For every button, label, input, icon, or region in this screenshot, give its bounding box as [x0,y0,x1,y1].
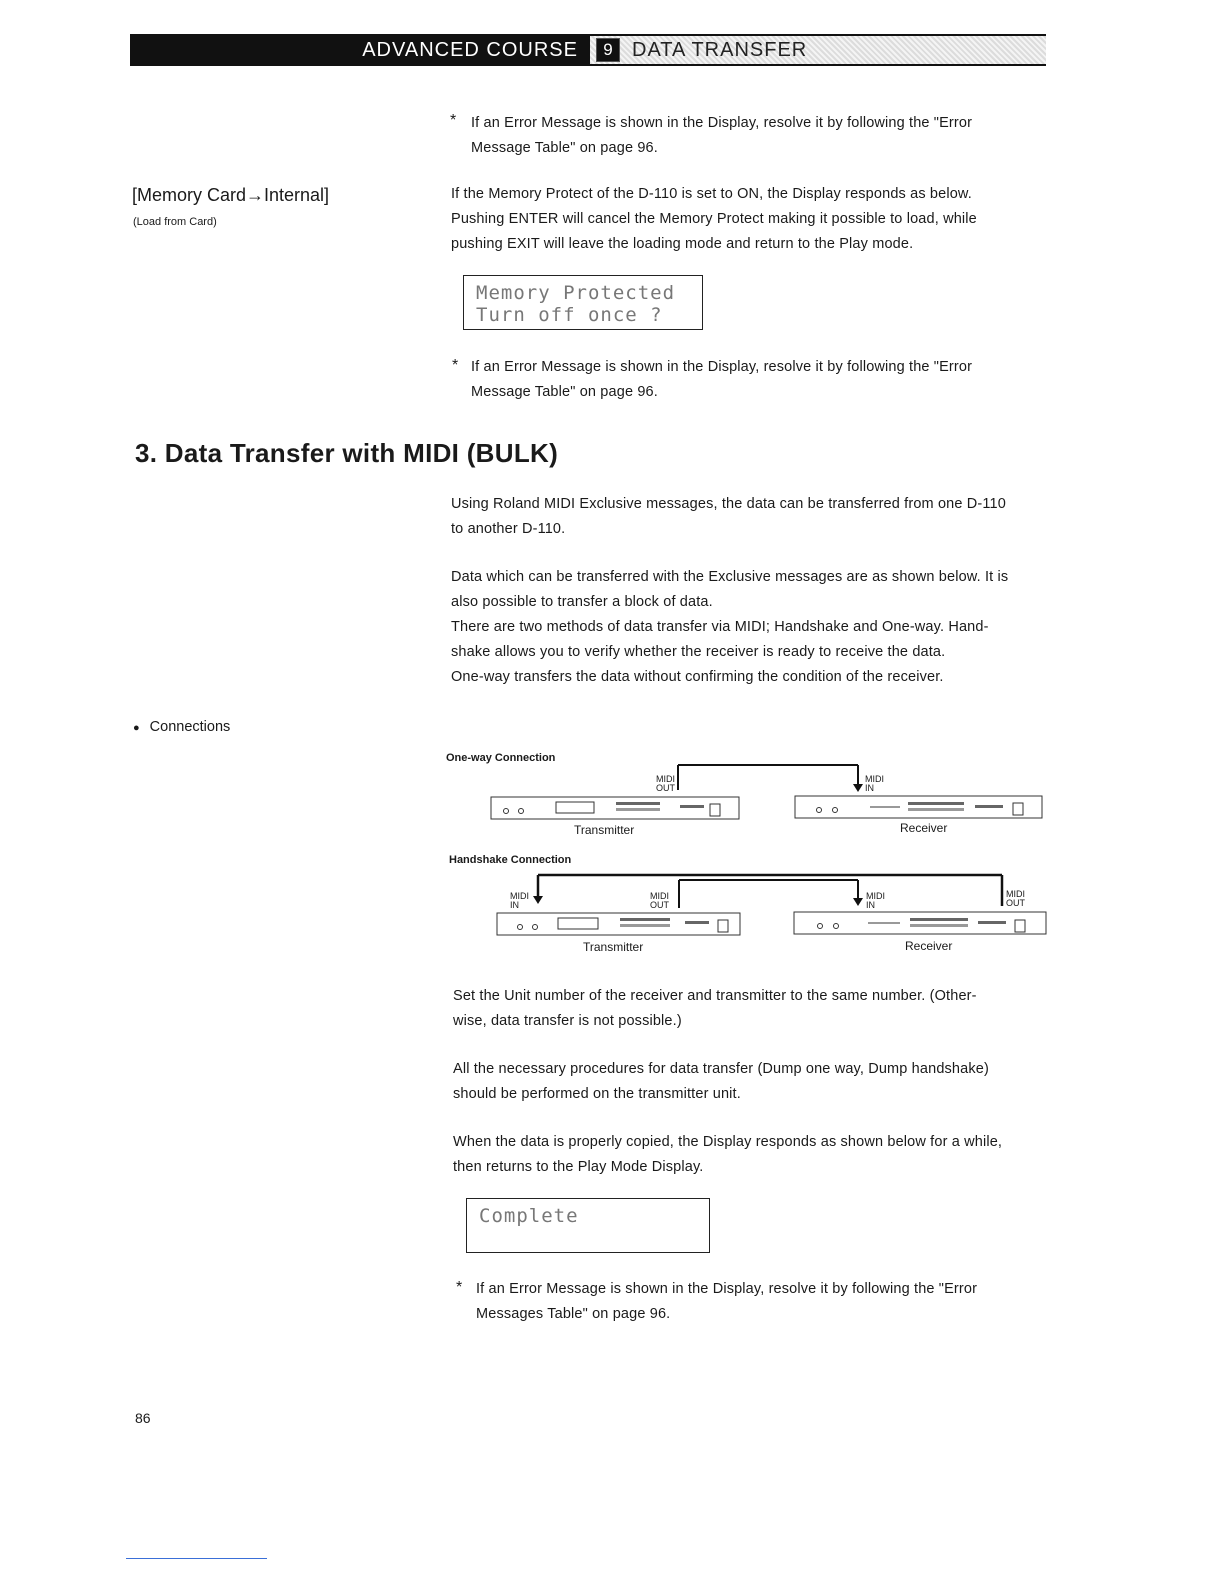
lcd-line: Complete [479,1205,579,1227]
memory-card-error-note [471,355,1061,405]
note-line: Messages Table" on page 96. [476,1306,671,1322]
lcd-display-memory-protected [463,275,703,330]
label-line: MIDI [656,774,675,784]
rx-midi-in-label [866,892,885,910]
final-error-note [476,1277,1066,1327]
note-bullet: * [452,357,459,374]
header-section-block [590,36,1046,64]
memory-card-title: [Memory Card→Internal] [132,185,330,205]
chapter-number-badge: 9 [596,38,620,62]
tx-midi-out-label [650,892,669,910]
lcd-display-complete [466,1198,710,1253]
label-line: OUT [656,783,675,793]
transmitter-unit [491,797,739,819]
section-title: 3. Data Transfer with MIDI (BULK) [135,438,559,468]
handshake-connection-title: Handshake Connection [449,854,572,866]
procedures-paragraph [453,1057,1063,1107]
connections-label: Connections [149,719,231,735]
note-line: Message Table" on page 96. [471,140,658,156]
header-course-title: ADVANCED COURSE [362,38,578,61]
connections-heading [133,719,230,735]
paragraph-line: If the Memory Protect of the D-110 is set to ON, the Display responds as below. [451,186,972,202]
complete-paragraph [453,1130,1063,1180]
paragraph-line: wise, data transfer is not possible.) [453,1013,682,1029]
note-line: If an Error Message is shown in the Display, resolve it by following the "Error [471,359,973,375]
transmitter-unit [497,913,740,935]
paragraph-line: shake allows you to verify whether the receiver is ready to receive the data. [451,644,946,660]
page-number: 86 [135,1410,151,1426]
label-line: OUT [1006,898,1025,908]
paragraph-line: to another D-110. [451,521,566,537]
lcd-line: Turn off once ? [476,304,663,326]
transmitter-caption: Transmitter [574,823,635,837]
paragraph-line: also possible to transfer a block of data. [451,594,713,610]
paragraph-line: should be performed on the transmitter unit. [453,1086,741,1102]
label-line: MIDI [510,891,529,901]
label-line: MIDI [1006,889,1025,899]
label-line: IN [510,900,519,910]
note-bullet: * [450,112,457,129]
unit-number-paragraph [453,984,1063,1034]
oneway-connection-title: One-way Connection [446,752,556,764]
handshake-connection-diagram [440,868,1060,948]
rx-midi-out-label [1006,890,1025,908]
label-line: OUT [650,900,669,910]
label-line: MIDI [650,891,669,901]
section3-paragraph-2 [451,565,1061,690]
header-bar [130,34,1046,66]
paragraph-line: Using Roland MIDI Exclusive messages, the data can be transferred from one D-110 [451,496,1006,512]
note-bullet: * [456,1279,463,1296]
label-line: MIDI [865,774,884,784]
top-error-note [471,111,1061,161]
paragraph-line: Data which can be transferred with the Exclusive messages are as shown below. It is [451,569,1009,585]
midi-out-label [656,774,675,793]
midi-in-label [865,775,884,793]
arrow-down-icon [853,898,863,906]
bullet-dot-icon: ● [133,722,140,734]
receiver-unit [795,796,1042,818]
memory-protect-paragraph [451,182,1061,257]
paragraph-line: One-way transfers the data without confirming the condition of the receiver. [451,669,944,685]
note-line: Message Table" on page 96. [471,384,658,400]
paragraph-line: Set the Unit number of the receiver and transmitter to the same number. (Other- [453,988,977,1004]
arrow-down-icon [853,784,863,792]
midi-cable [533,875,1002,908]
note-line: If an Error Message is shown in the Display, resolve it by following the "Error [471,115,973,131]
paragraph-line: pushing EXIT will leave the loading mode and return to the Play mode. [451,236,914,252]
tx-midi-in-label [510,892,529,910]
oneway-connection-diagram [440,760,1060,850]
paragraph-line: All the necessary procedures for data transfer (Dump one way, Dump handshake) [453,1061,989,1077]
section3-paragraph-1 [451,492,1061,542]
note-line: If an Error Message is shown in the Display, resolve it by following the "Error [476,1281,978,1297]
paragraph-line: There are two methods of data transfer via MIDI; Handshake and One-way. Hand- [451,619,989,635]
label-line: IN [865,783,874,793]
lcd-line: Memory Protected [476,282,676,304]
paragraph-line: then returns to the Play Mode Display. [453,1159,704,1175]
label-line: MIDI [866,891,885,901]
label-line: IN [866,900,875,910]
receiver-caption: Receiver [905,939,953,953]
paragraph-line: Pushing ENTER will cancel the Memory Protect making it possible to load, while [451,211,977,227]
header-section-title: DATA TRANSFER [632,38,808,61]
paragraph-line: When the data is properly copied, the Display responds as shown below for a while, [453,1134,1003,1150]
footer-rule [126,1558,267,1559]
midi-cable [678,765,863,792]
receiver-unit [794,912,1046,934]
memory-card-subtitle: (Load from Card) [133,216,217,228]
transmitter-caption: Transmitter [583,940,644,954]
arrow-down-icon [533,896,543,904]
receiver-caption: Receiver [900,821,948,835]
